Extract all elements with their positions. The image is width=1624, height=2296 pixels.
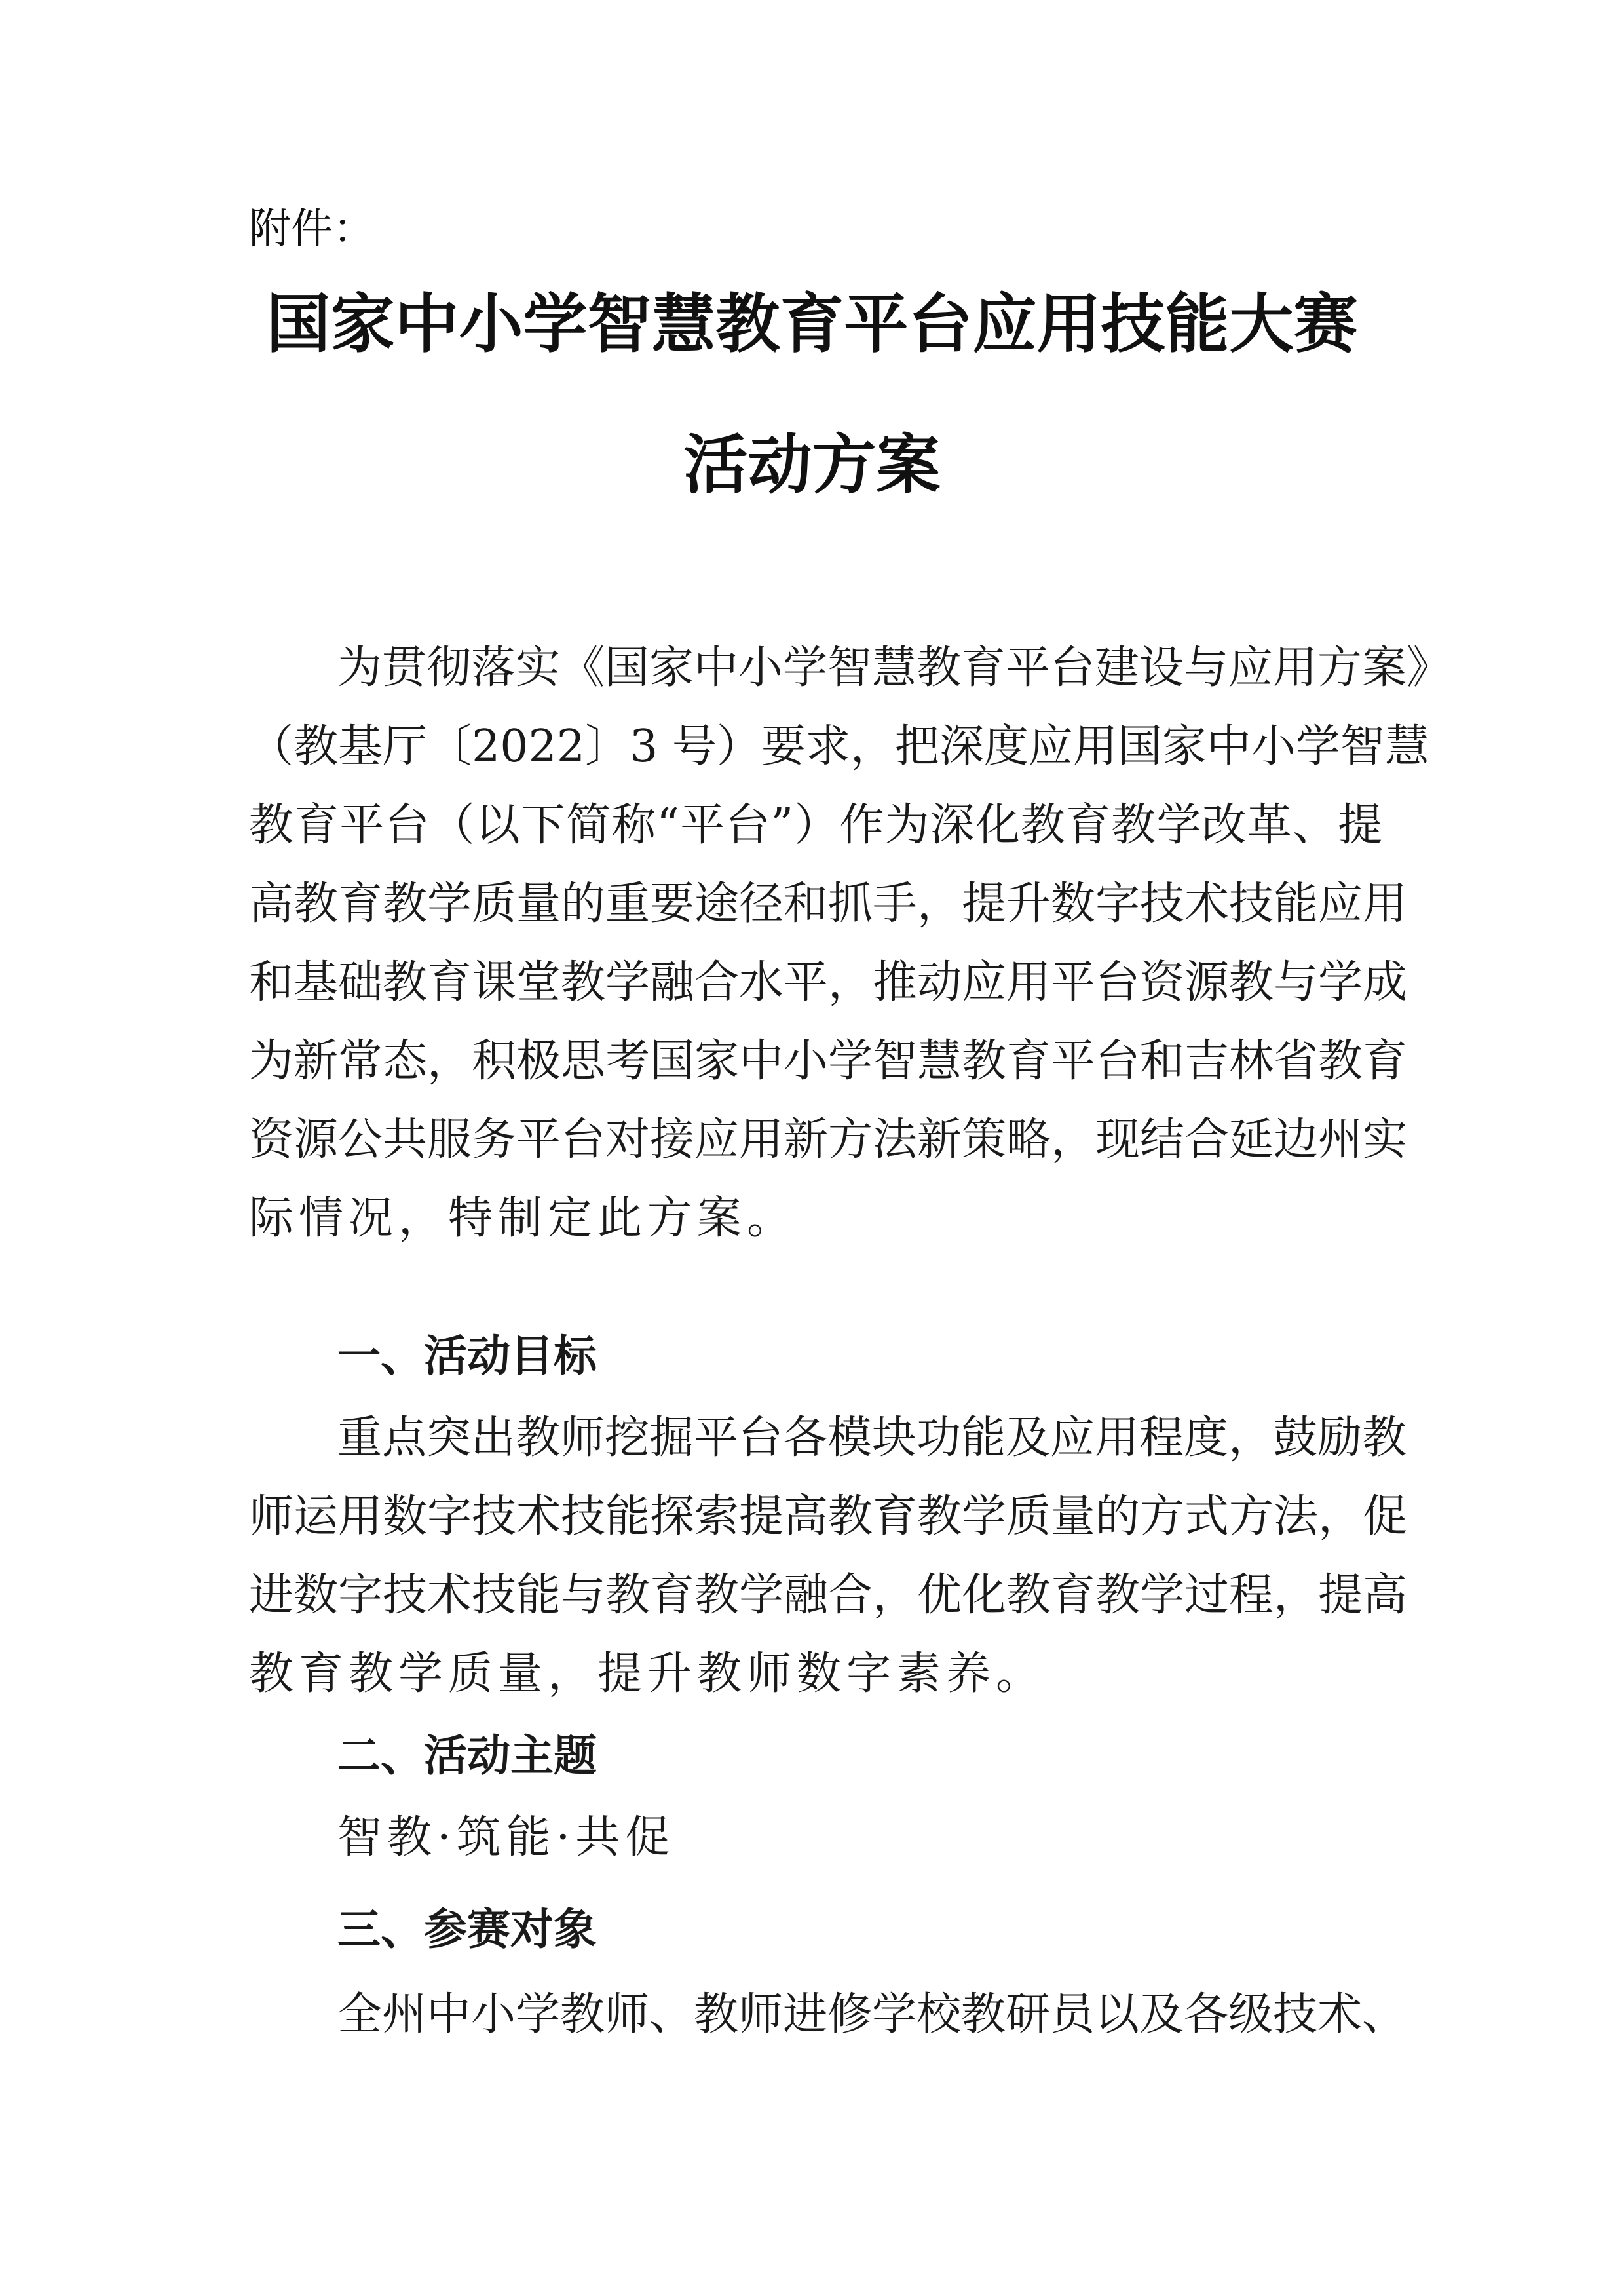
attachment-label: 附件： [249, 205, 375, 254]
paragraph-line: 教育平台（以下简称“平台”）作为深化教育教学改革、提 [249, 799, 1382, 851]
paragraph-line: 际情况，特制定此方案。 [249, 1193, 797, 1244]
paragraph-line: 全州中小学教师、教师进修学校教研员以及各级技术、 [337, 1989, 1407, 2040]
paragraph-line: 和基础教育课堂教学融合水平，推动应用平台资源教与学成 [249, 957, 1408, 1008]
paragraph-line: 进数字技术技能与教育教学融合，优化教育教学过程，提高 [249, 1569, 1408, 1621]
section3-body [249, 1982, 1407, 2048]
document-title-line2: 活动方案 [683, 427, 941, 503]
paragraph-line: 为新常态，积极思考国家中小学智慧教育平台和吉林省教育 [249, 1035, 1408, 1087]
section3 [249, 1897, 1382, 1962]
section-heading: 一、活动目标 [337, 1331, 597, 1381]
intro-paragraph [249, 636, 1452, 1291]
section1-paragraph [249, 1406, 1408, 1733]
paragraph-line: 重点突出教师挖掘平台各模块功能及应用程度，鼓励教 [337, 1412, 1407, 1464]
paragraph-line: 为贯彻落实《国家中小学智慧教育平台建设与应用方案》 [337, 642, 1452, 694]
section1 [249, 1324, 1382, 1389]
paragraph-line: 高教育教学质量的重要途径和抓手，提升数字技术技能应用 [249, 878, 1408, 930]
paragraph-line: 教育教学质量，提升教师数字素养。 [249, 1648, 1046, 1700]
section2-body [249, 1805, 1382, 1871]
section-heading: 三、参赛对象 [337, 1904, 597, 1955]
paragraph-line: 师运用数字技术技能探索提高教育教学质量的方式方法，促 [249, 1491, 1408, 1542]
document-title-line1: 国家中小学智慧教育平台应用技能大赛 [266, 286, 1358, 362]
paragraph-line: （教基厅〔2022〕3 号）要求，把深度应用国家中小学智慧 [249, 721, 1429, 773]
section-heading: 二、活动主题 [337, 1731, 597, 1781]
section2 [249, 1723, 1382, 1789]
theme-text: 智教·筑能·共促 [337, 1812, 675, 1864]
paragraph-line: 资源公共服务平台对接应用新方法新策略，现结合延边州实 [249, 1114, 1408, 1166]
